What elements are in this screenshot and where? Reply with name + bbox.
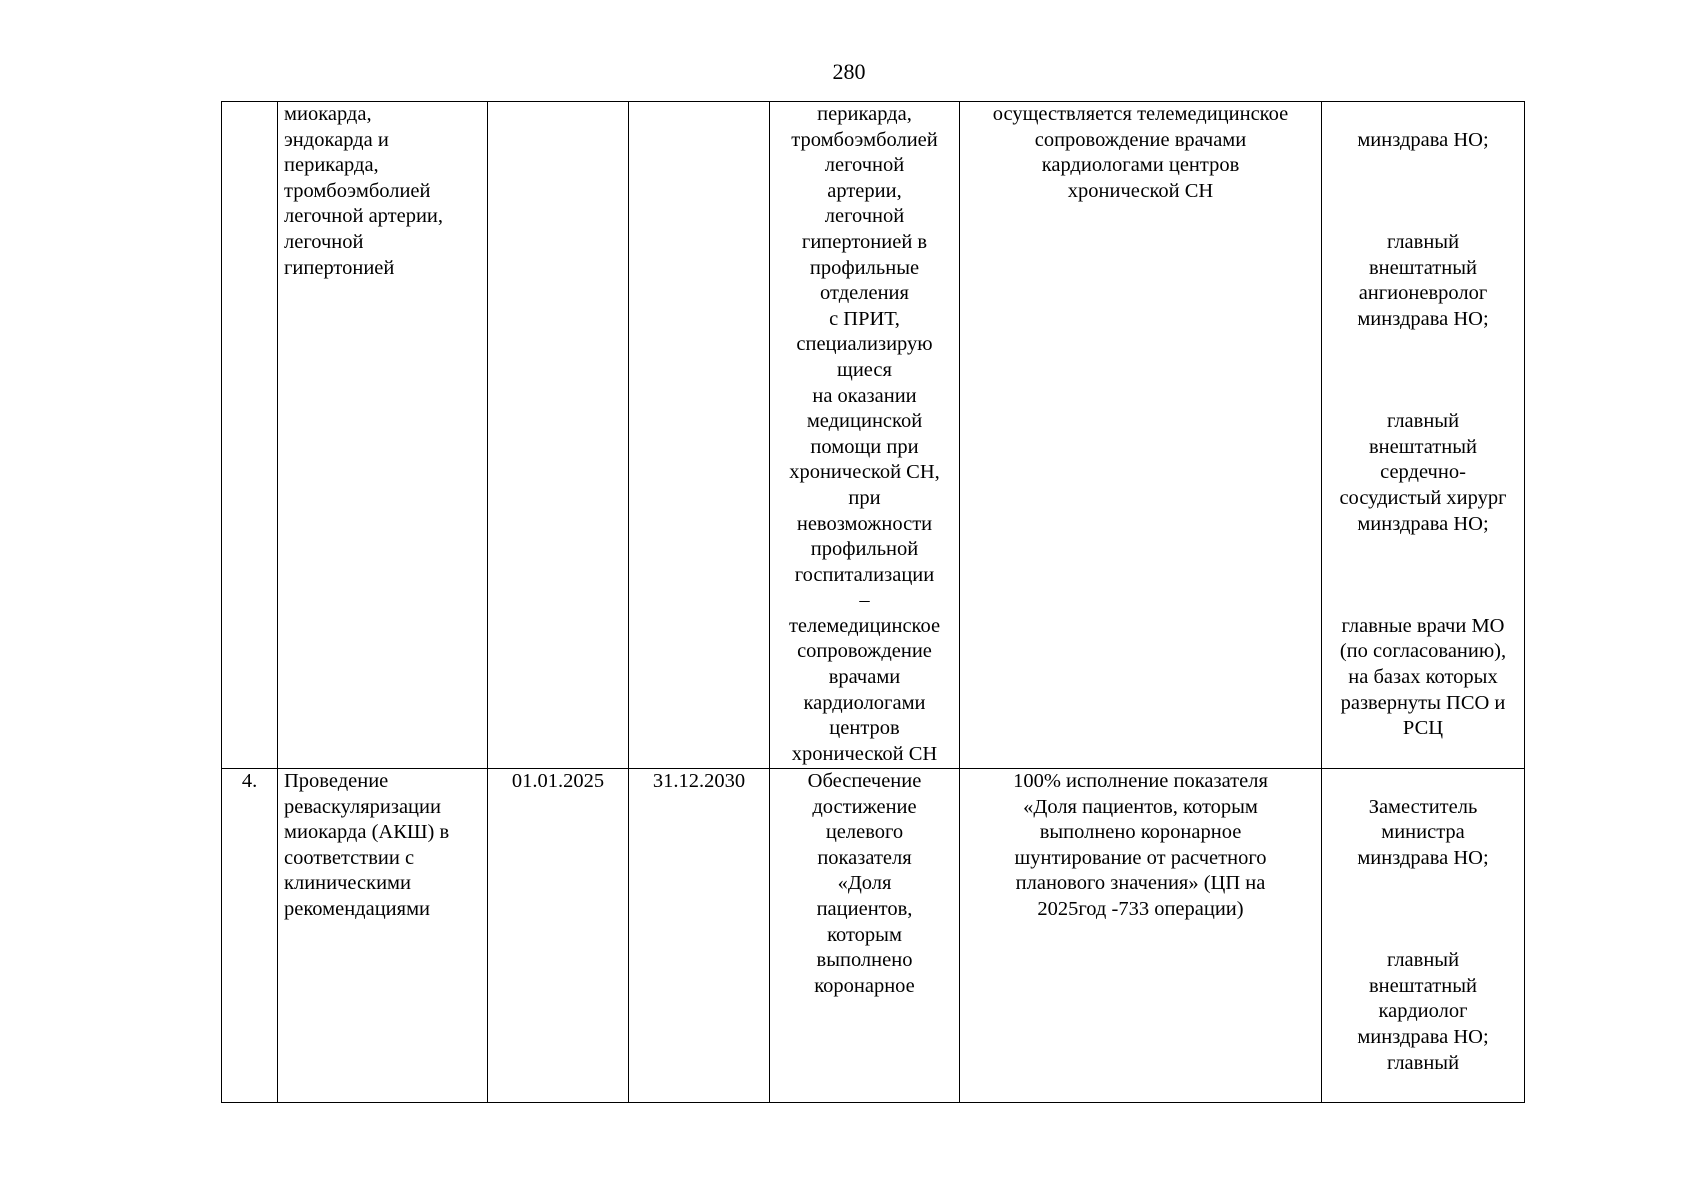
responsible-cell [1322, 102, 1525, 769]
responsible-cell [1322, 769, 1525, 1103]
indicator-cell: осуществляется телемедицинское сопровождение врачами кардиологами центров хронической СН [960, 102, 1322, 769]
page-number: 280 [832, 59, 866, 84]
event-cell: Проведение реваскуляризации миокарда (АКШ) в соответствии с клиническими рекомендациями [278, 769, 488, 1103]
end-date-cell: 31.12.2030 [629, 769, 770, 1103]
start-date-cell [488, 102, 629, 769]
row-number-cell [222, 102, 278, 769]
responsible-entry: главный внештатный кардиолог минздрава НО; главный [1357, 949, 1489, 1074]
responsible-entry: Заместитель министра минздрава НО; [1357, 795, 1489, 869]
event-cell: миокарда, эндокарда и перикарда, тромбоэмболией легочной артерии, легочной гипертонией [278, 102, 488, 769]
responsible-entry: главные врачи МО (по согласованию), на базах которых развернуты ПСО и РСЦ [1339, 614, 1507, 740]
indicator-cell: 100% исполнение показателя «Доля пациентов, которым выполнено коронарное шунтирование от расчетного планового значения» (ЦП на 2025год -733 операции) [960, 769, 1322, 1103]
responsible-entry: главный внештатный сердечно- сосудистый хирург минздрава НО; [1339, 410, 1507, 535]
responsible-entry: минздрава НО; [1357, 128, 1489, 151]
start-date-cell: 01.01.2025 [488, 769, 629, 1103]
end-date-cell [629, 102, 770, 769]
result-cell: Обеспечение достижение целевого показателя «Доля пациентов, которым выполнено коронарное [770, 769, 960, 1103]
responsible-entry: главный внештатный ангионевролог минздрава НО; [1357, 230, 1489, 330]
result-cell: перикарда, тромбоэмболией легочной артерии, легочной гипертонией в профильные отделения с ПРИТ, специализирую щиеся на оказании медицинской помощи при хронической СН, при невозможности профильной госпитализации – телемедицинское сопровождение врачами кардиологами центров хронической СН [770, 102, 960, 769]
row-number-cell: 4. [222, 769, 278, 1103]
events-table [221, 101, 1525, 1103]
table-row [222, 102, 1525, 769]
table-row [222, 769, 1525, 1103]
